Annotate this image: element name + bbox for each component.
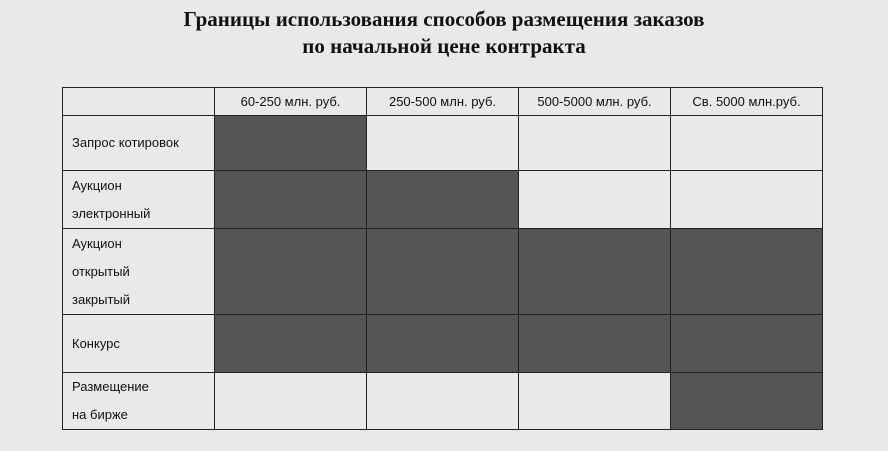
header-corner bbox=[63, 88, 215, 116]
column-header: 60-250 млн. руб. bbox=[215, 88, 367, 116]
applicable-cell bbox=[215, 171, 367, 229]
column-header: Св. 5000 млн.руб. bbox=[671, 88, 823, 116]
page-title bbox=[0, 6, 888, 60]
column-header: 500-5000 млн. руб. bbox=[519, 88, 671, 116]
applicable-cell bbox=[367, 229, 519, 315]
applicable-cell bbox=[215, 229, 367, 315]
row-label-line: Запрос котировок bbox=[72, 135, 179, 150]
not-applicable-cell bbox=[367, 373, 519, 430]
applicable-cell bbox=[367, 315, 519, 373]
title-line-2: по начальной цене контракта bbox=[302, 34, 586, 58]
not-applicable-cell bbox=[367, 116, 519, 171]
not-applicable-cell bbox=[519, 373, 671, 430]
applicable-cell bbox=[671, 373, 823, 430]
row-label-line: Размещение bbox=[72, 379, 149, 394]
row-label-line: закрытый bbox=[72, 291, 131, 307]
not-applicable-cell bbox=[519, 171, 671, 229]
row-label-line: электронный bbox=[72, 205, 151, 221]
not-applicable-cell bbox=[671, 171, 823, 229]
table-row bbox=[63, 229, 823, 315]
applicable-cell bbox=[519, 315, 671, 373]
procurement-methods-table bbox=[62, 87, 823, 430]
not-applicable-cell bbox=[671, 116, 823, 171]
table-row bbox=[63, 315, 823, 373]
row-label-line: Аукцион bbox=[72, 235, 122, 251]
row-label-line: открытый bbox=[72, 263, 130, 279]
applicable-cell bbox=[671, 315, 823, 373]
title-line-1: Границы использования способов размещения заказов bbox=[183, 7, 705, 31]
row-label bbox=[63, 315, 215, 373]
table-row bbox=[63, 171, 823, 229]
applicable-cell bbox=[671, 229, 823, 315]
row-label bbox=[63, 229, 215, 315]
applicable-cell bbox=[215, 315, 367, 373]
table-row bbox=[63, 116, 823, 171]
row-label bbox=[63, 116, 215, 171]
table-header-row bbox=[63, 88, 823, 116]
row-label-line: Аукцион bbox=[72, 177, 122, 193]
applicable-cell bbox=[519, 229, 671, 315]
table-row bbox=[63, 373, 823, 430]
not-applicable-cell bbox=[215, 373, 367, 430]
not-applicable-cell bbox=[519, 116, 671, 171]
row-label-line: на бирже bbox=[72, 407, 128, 422]
row-label bbox=[63, 171, 215, 229]
row-label-line: Конкурс bbox=[72, 335, 120, 351]
column-header: 250-500 млн. руб. bbox=[367, 88, 519, 116]
applicable-cell bbox=[215, 116, 367, 171]
row-label bbox=[63, 373, 215, 430]
table-body bbox=[63, 116, 823, 430]
applicable-cell bbox=[367, 171, 519, 229]
